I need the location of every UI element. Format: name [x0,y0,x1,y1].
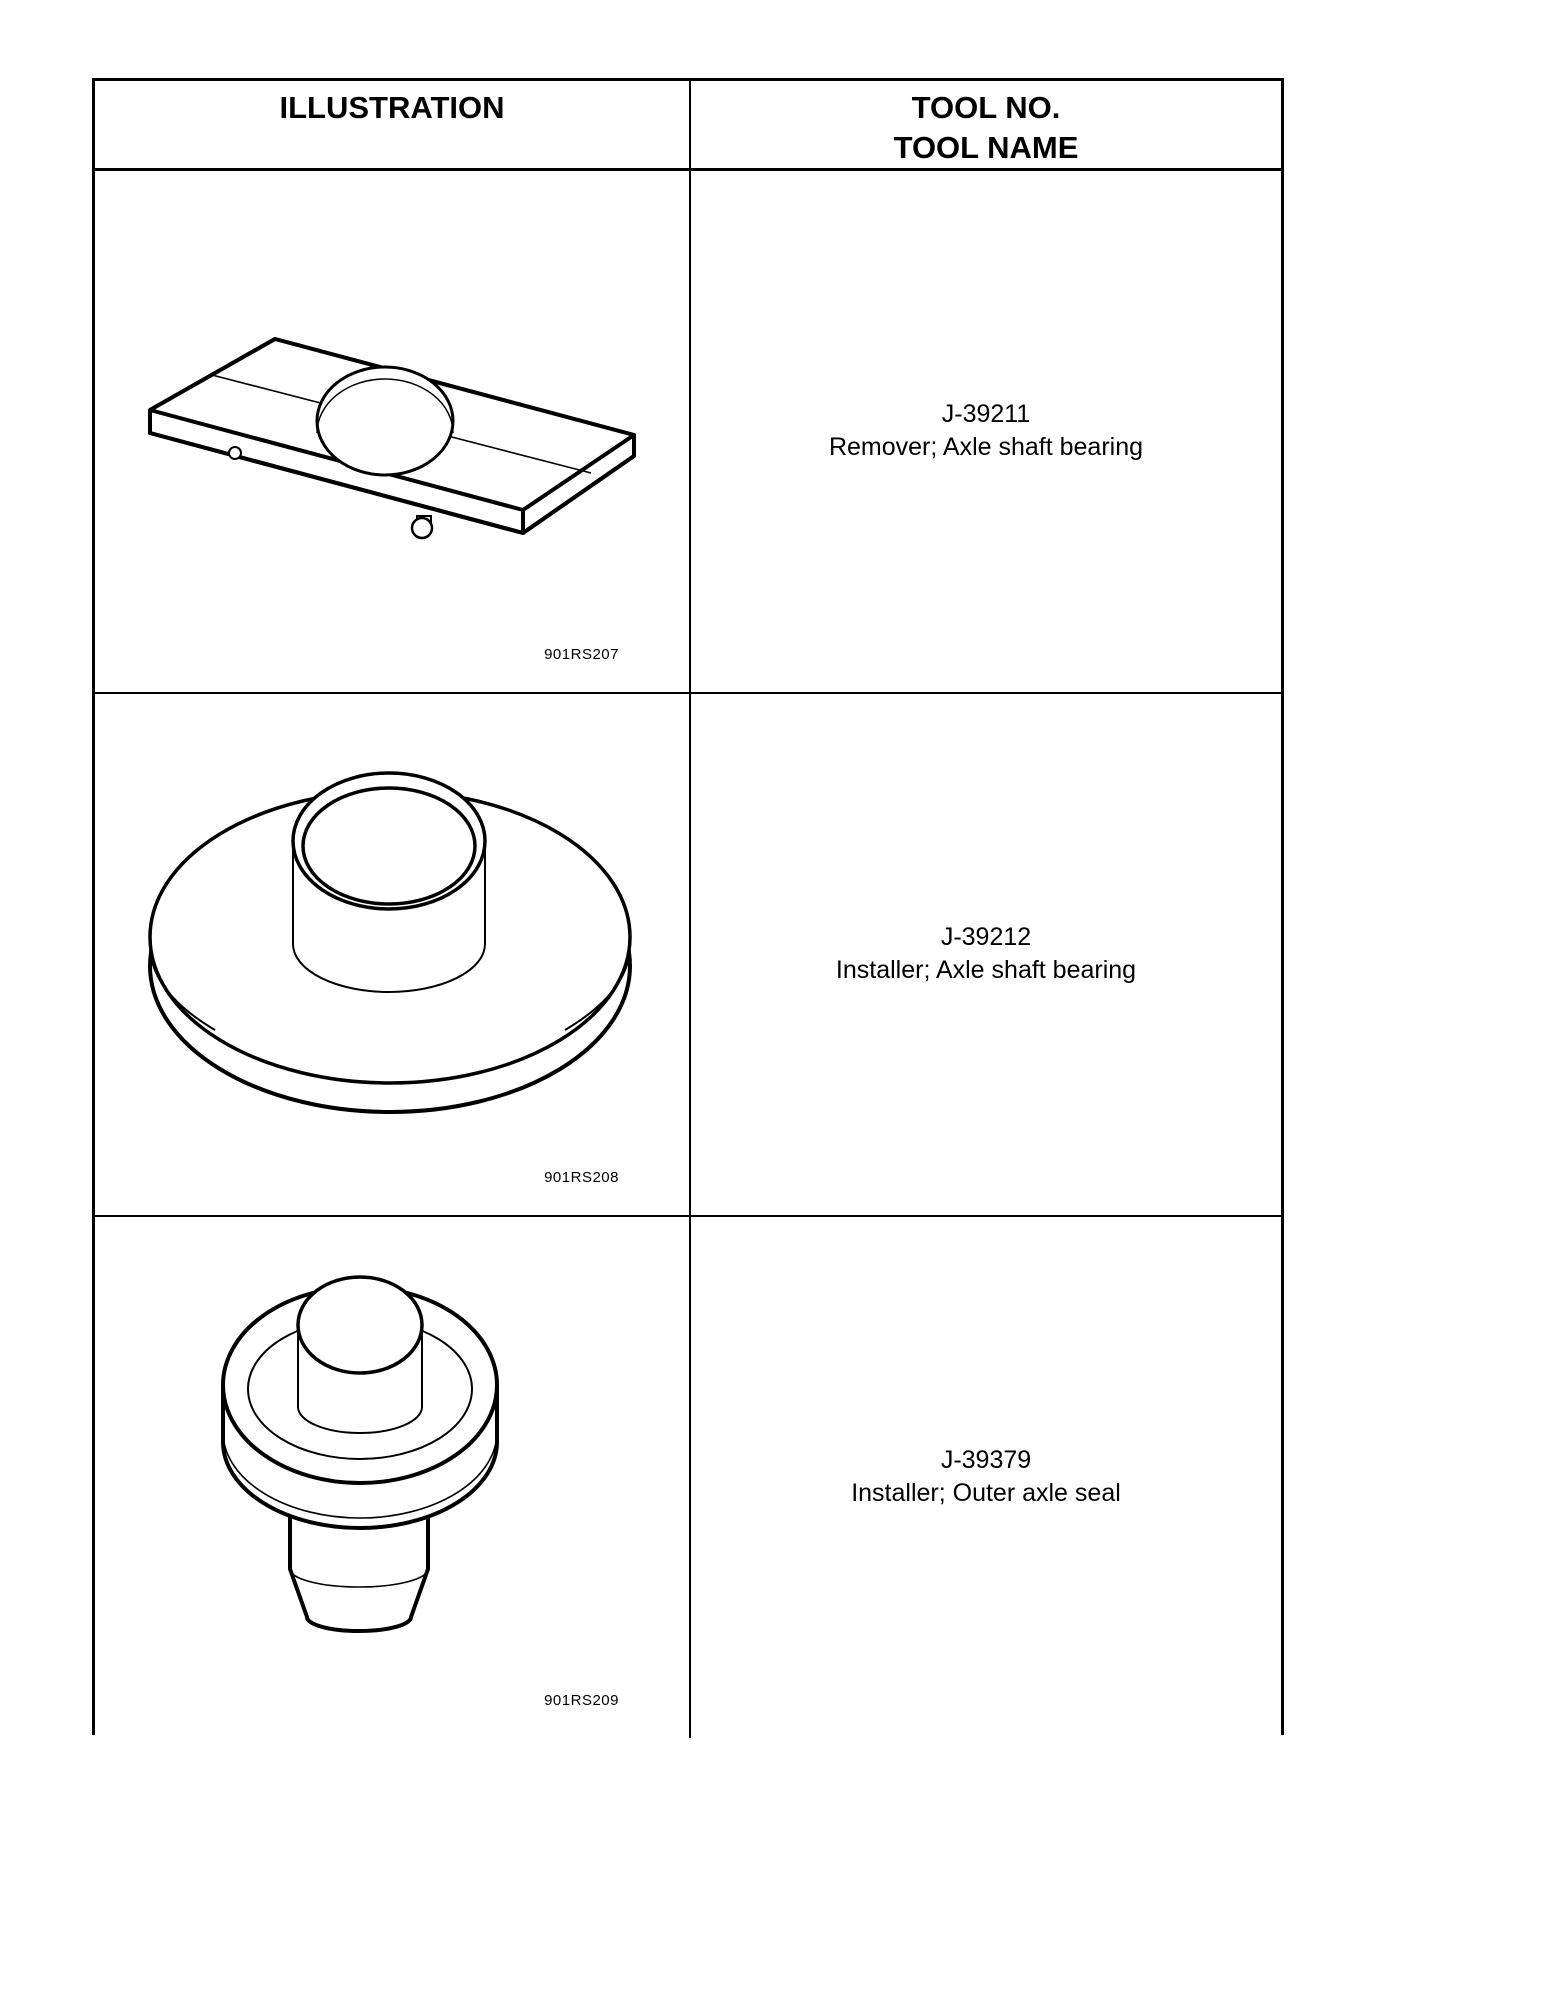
tool-name: Installer; Axle shaft bearing [835,956,1137,984]
tool-info [691,398,1281,464]
table-header-row [95,81,1281,171]
tool-number: J-39212 [940,923,1032,951]
bearing-remover-plate-icon [95,171,689,692]
tool-info-cell [691,171,1281,692]
figure-code: 901RS207 [544,646,619,663]
tool-info [691,1444,1281,1510]
tool-number: J-39379 [940,1446,1032,1474]
tool-number: J-39211 [941,400,1031,428]
tool-name: Installer; Outer axle seal [851,1479,1121,1507]
seal-installer-icon [95,1217,689,1738]
tool-info [691,921,1281,987]
illustration-cell [95,171,689,692]
tool-name-header: TOOL NAME [893,130,1079,165]
tool-info-cell [691,1217,1281,1738]
illustration-header-cell [95,81,689,168]
figure-code: 901RS208 [544,1169,619,1186]
figure-code: 901RS209 [544,1692,619,1709]
tool-header [691,88,1281,168]
table-row [95,1217,1281,1738]
bearing-installer-disc-icon [95,694,689,1215]
tool-info-cell [691,694,1281,1215]
illustration-cell [95,694,689,1215]
illustration-cell [95,1217,689,1738]
table-row [95,171,1281,694]
table-row [95,694,1281,1217]
tool-header-cell [691,81,1281,168]
tool-name: Remover; Axle shaft bearing [828,433,1144,461]
special-tools-table [92,78,1284,1735]
tool-no-header: TOOL NO. [911,90,1061,125]
illustration-header: ILLUSTRATION [279,90,505,125]
